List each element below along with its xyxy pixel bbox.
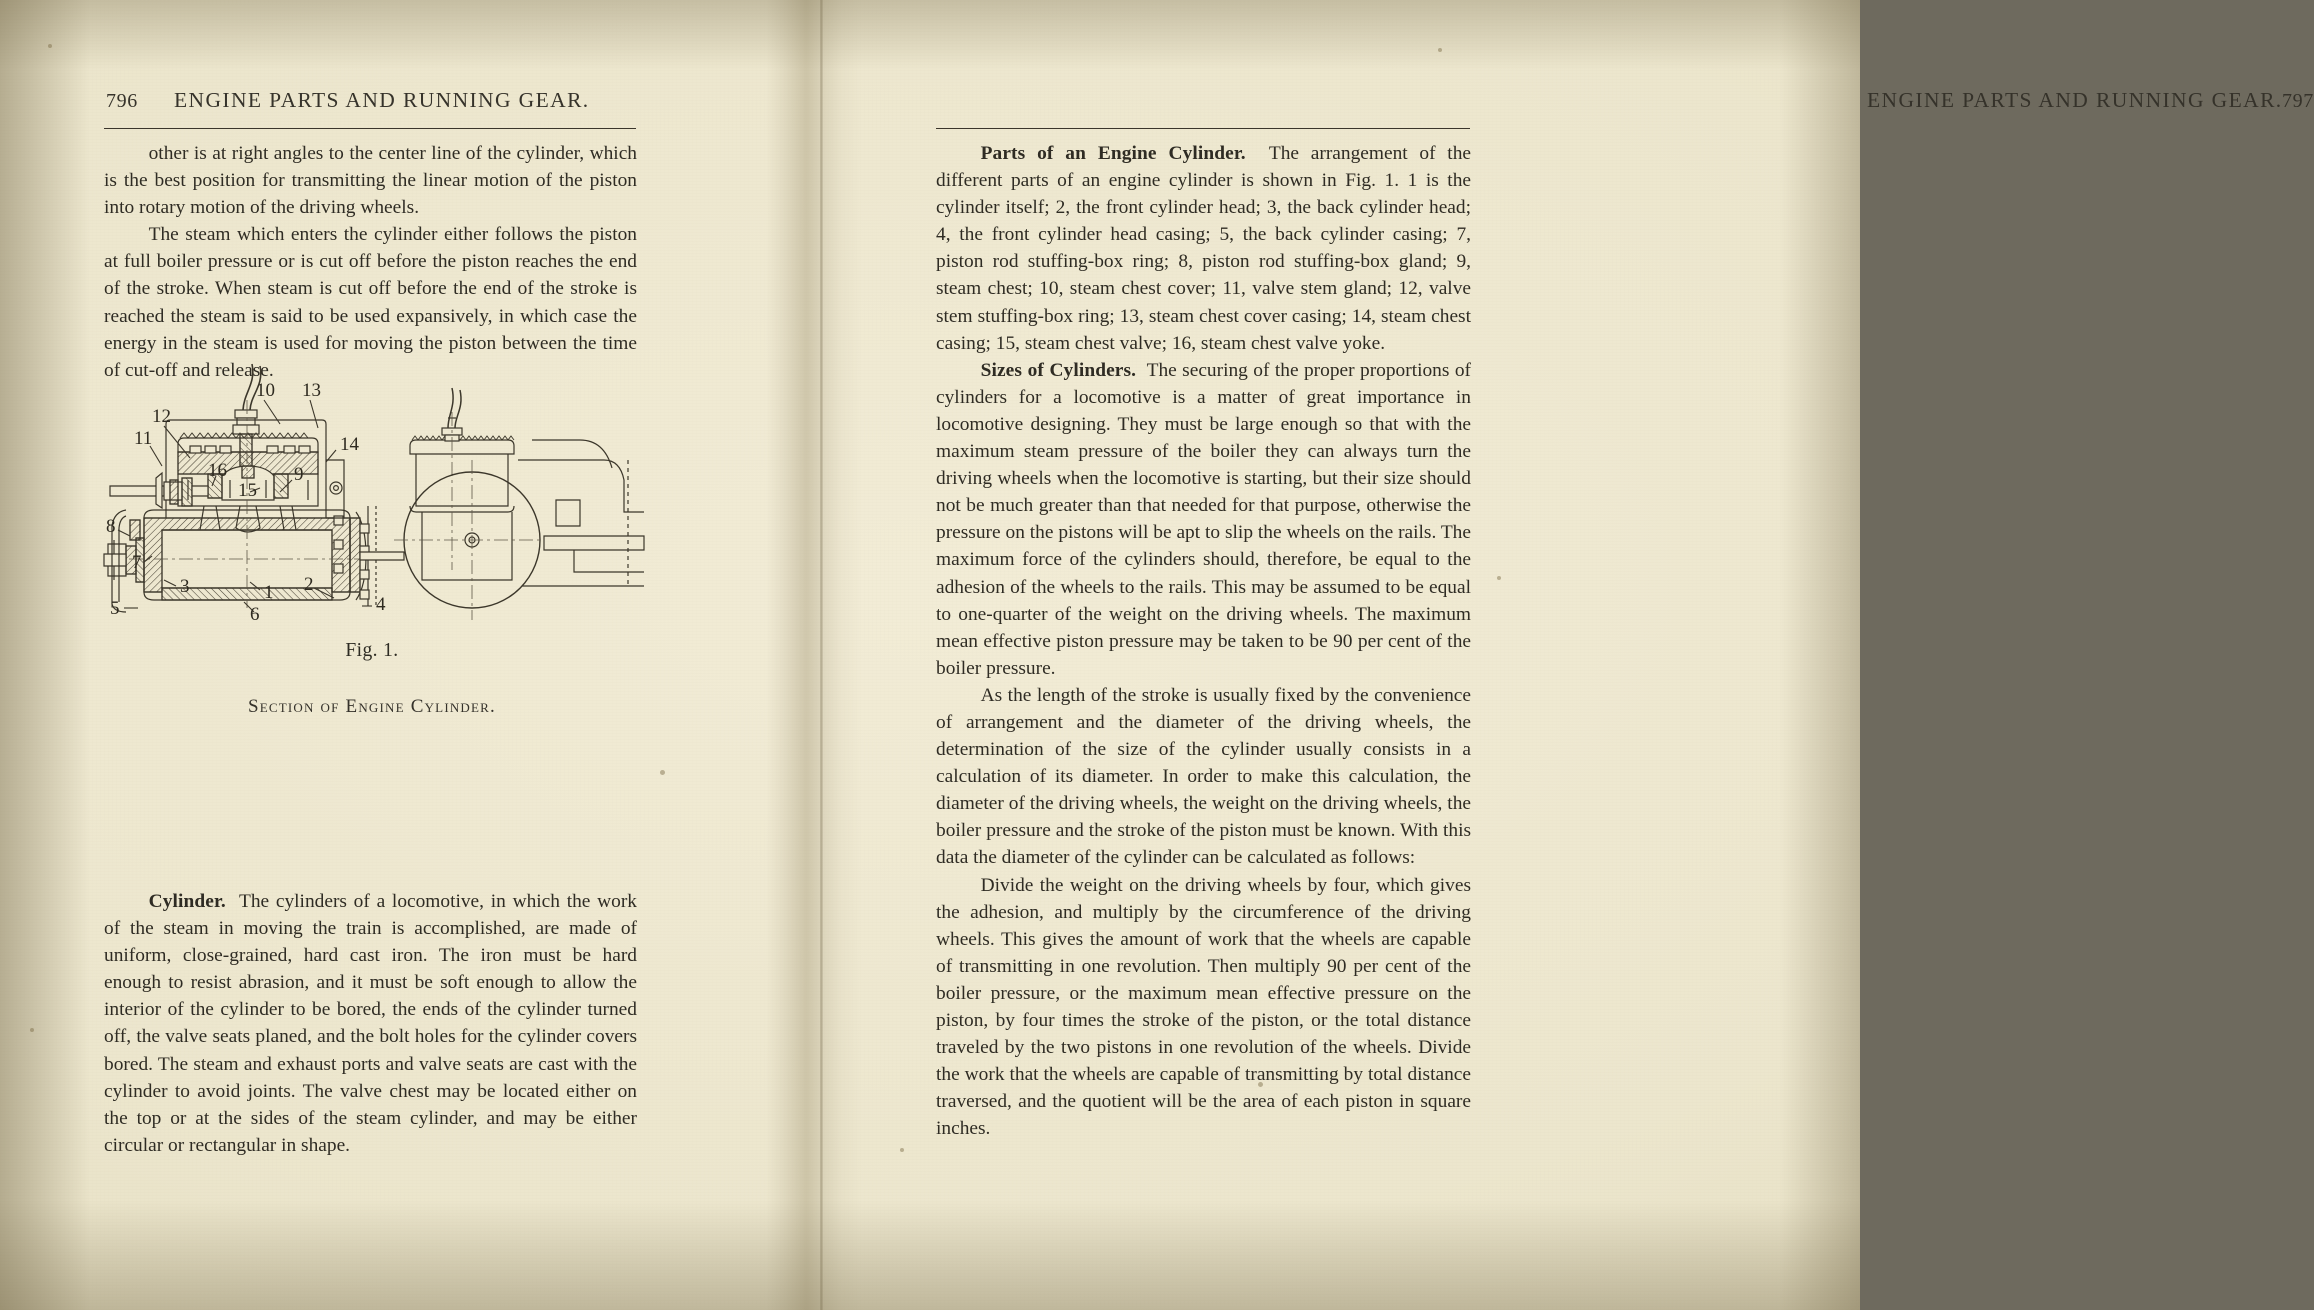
svg-text:6: 6	[250, 604, 260, 625]
svg-text:15: 15	[238, 480, 257, 501]
svg-text:14: 14	[340, 434, 359, 455]
svg-text:2: 2	[304, 574, 314, 595]
svg-text:13: 13	[302, 380, 321, 401]
svg-text:12: 12	[152, 406, 171, 427]
svg-text:7: 7	[132, 552, 142, 573]
figure-caption: Section of Engine Cylinder.	[247, 696, 496, 717]
run-in-heading-cylinder: Cylinder.	[148, 891, 226, 912]
paragraph-sizes-of-cylinders	[936, 357, 1471, 682]
svg-text:16: 16	[208, 460, 227, 481]
paragraph-body: The arrangement of the different parts of an engine cylinder is shown in Fig. 1. 1 is the cylinder itself; 2, the front cylinder head; 3, the back cylinder head; 4, the front cylinder head casing; 5, the back cylinder casing; 7, piston rod stuffing-box ring; 8, piston rod stuffing-box gland; 9, steam chest; 10, steam chest cover; 11, valve stem gland; 12, valve stem stuffing-box ring; 13, steam chest cover casing; 14, steam chest casing; 15, steam chest valve; 16, steam chest valve yoke.	[936, 143, 1471, 354]
paragraph-body: The securing of the proper proportions of cylinders for a locomotive is a matter of great importance in locomotive designing. They must be large enough so that with the maximum steam pressure of the boiler they can always turn the driving wheels when the locomotive is starting, but their size should not be much greater than that needed for that purpose, otherwise the pressure on the pistons will be apt to slip the wheels on the rails. The maximum force of the cylinders should, therefore, be equal to the adhesion of the wheels to the rails. This may be assumed to be equal to one-quarter of the weight on the driving wheels. The maximum mean effective piston pressure may be taken to be 90 per cent of the boiler pressure.	[936, 359, 1471, 679]
figure-1	[104, 340, 640, 718]
paragraph: other is at right angles to the center line of the cylinder, which is the best position for transmitting the linear motion of the piston into rotary motion of the driving wheels.	[104, 143, 637, 219]
svg-text:1: 1	[264, 582, 274, 603]
right-page-running-head: ENGINE PARTS AND RUNNING GEAR.	[1867, 88, 2283, 112]
right-header-rule	[936, 128, 1470, 129]
svg-text:5: 5	[110, 598, 120, 619]
run-in-heading-parts: Parts of an Engine Cylinder.	[980, 143, 1246, 164]
paragraph: The steam which enters the cylinder either follows the piston at full boiler pressure or is cut off before the piston reaches the end of the stroke. When steam is cut off before the end of the stroke is reached the steam is said to be used expansively, in which case the energy in the steam is used for moving the piston between the time of cut-off and release.	[104, 224, 637, 381]
svg-text:3: 3	[180, 576, 190, 597]
engine-cylinder-section-drawing	[104, 340, 640, 625]
paragraph-parts-of-engine-cylinder	[936, 140, 1471, 357]
svg-text:8: 8	[106, 516, 116, 537]
svg-text:11: 11	[134, 428, 153, 449]
paragraph: As the length of the stroke is usually fixed by the convenience of arrangement and the diameter of the driving wheels, the determination of the size of the cylinder usually consists in a calculation of its diameter. In order to make this calculation, the diameter of the driving wheels, the weight on the driving wheels, the boiler pressure and the stroke of the piston must be known. With this data the diameter of the cylinder can be calculated as follows:	[936, 684, 1471, 869]
svg-text:9: 9	[294, 464, 304, 485]
right-page-folio: 797	[2282, 90, 2314, 112]
right-column-text	[936, 140, 1471, 1142]
left-column-text-bottom	[104, 888, 637, 1159]
figure-number: Fig. 1.	[345, 640, 399, 661]
left-header-rule	[104, 128, 636, 129]
paragraph-body: The cylinders of a locomotive, in which the work of the steam in moving the train is accomplished, are made of uniform, close-grained, hard cast iron. The iron must be hard enough to resist abrasion, and it must be soft enough to allow the interior of the cylinder to be bored, the ends of the cylinder turned off, the valve seats planed, and the bolt holes for the cylinder covers bored. The steam and exhaust ports and valve seats are cast with the cylinder to avoid joints. The valve chest may be located either on the top or at the sides of the steam cylinder, and may be either circular or rectangular in shape.	[104, 891, 637, 1156]
svg-text:10: 10	[256, 380, 275, 401]
svg-text:4: 4	[376, 594, 386, 615]
left-page-running-head: ENGINE PARTS AND RUNNING GEAR.	[174, 88, 590, 112]
run-in-heading-sizes: Sizes of Cylinders.	[980, 359, 1137, 381]
paragraph-cylinder	[104, 888, 637, 1159]
paragraph: Divide the weight on the driving wheels by four, which gives the adhesion, and multiply by the circumference of the driving wheels. This gives the amount of work that the wheels are capable of transmitting in one revolution. Then multiply 90 per cent of the boiler pressure, or the maximum mean effective pressure on the piston, by four times the stroke of the piston, or the total distance traveled by the two pistons in one revolution of the wheels. Divide the work that the wheels are capable of transmitting by total distance traversed, and the quotient will be the area of each piston in square inches.	[936, 874, 1471, 1140]
left-page-folio: 796	[106, 90, 138, 112]
